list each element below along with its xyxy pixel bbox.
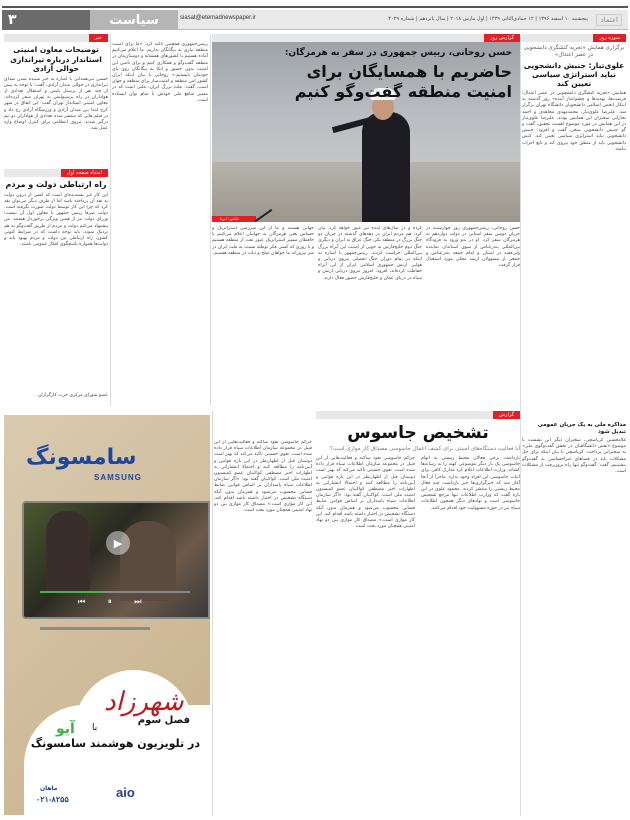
dateline: پنجشنبه ۱۰ اسفند ۱۳۹۶ | ۱۲ جمادی‌الثانی ۱۴۳۹ | اول مارس ۲۰۱۸ | سال پانزدهم | شماره ۴۰۲۹ [388,16,588,22]
lead-body-col2: کرده و در سال‌های آینده نیز عبور خواهد کرد. بیان کرد: هم مردم ایران در دهه‌های گذشته در جریان دو جنگ بزرگ در منطقه یکی جنگ عراق به ایران و دیگری جنگ دوم خلیج‌فارس به خوبی از امنیت این آبراه بزرگ بین‌المللی حراست کردند. رییس‌جمهور با اشاره به اینکه در تمام دوران جنگ تحمیلی نیروی دریایی و هوایی ارتش جمهوری اسلامی ایران از این آبراه حفاظت کرده‌اند، افزود: امروز نیروی دریایی ارتش و سپاه در دریای عمان و خلیج‌فارس حضور فعال دارند. [318,226,422,281]
kicker-label: سوژه روز [593,34,626,42]
page-header [2,10,628,30]
with-label: با [92,723,98,733]
progress-bar [40,591,190,593]
samsung-logo-fa: سامسونگ [26,445,137,470]
samsung-advertisement[interactable] [4,415,210,815]
column-divider [520,34,521,816]
lead-headline[interactable]: حاضریم با همسایگان برای امنیت منطقه گفت‌وگو کنیم [294,62,512,101]
section-title: سیاست [90,10,178,30]
report-headline[interactable]: تشخیص جاسوس [347,423,489,443]
kicker-label: گزارش روز [484,34,520,42]
tv-stand [40,627,150,630]
page-number: ۳ [2,10,90,30]
editorial-author: عضو شورای مرکزی حزب کارگزاران [38,392,108,398]
article-body-2: غلامحسین کرباسچی، سخنران دیگر این نشست با موضوع «نقش دانشگاهیان در تحقق گفت‌وگوی ملی» به سخنرانی پرداخت. کرباسچی با بیان اینکه برای حل مشکلات باید در فضاهای غیراحساسی به گفت‌وگو بنشینیم، گفت: گفت‌وگو تنها راه برون‌رفت از مشکلات است. [522,438,626,475]
editorial-headline[interactable]: راه ارتباطی دولت و مردم [5,179,107,189]
editorial-body: این کار غیر پسندیده‌ای است که کسی از درون دولت به نقد آن پرداخته باشد اما از طرف دیگر می‌توان نقد کرد که چرا این کار توسط دولت صورت نگرفته است. دولت صرفا رییس جمهور با معاون اول آن نیست؛ وزرای دولت نیز از همین ویژگی برخوردار هستند. من پیشنهاد می‌کنم دولت و مردم از طریق گفت‌وگو به هم نزدیک شوند. باید توجه داشت که در شرایط کنونی کشور، راه ارتباطی بین دولت و مردم بهبود یابد و دولت‌ها همواره پاسخگوی افکار عمومی باشند. [4,192,108,248]
report-body-col3-text: جرائم جاسوسی نفوذ ساکنه و فعالیت‌هایی از این قبیل در مجموعه سازمان اطلاعات سپاه قرار داده شده است. تقوی حسینی تاکید می‌کند که بهتر است دوستان قبل از اظهارنظر در این باره قوانین و آیین‌نامه را مطالعه کنند و احتمالا انتشاراتی به اظهارات اخیر مصطفی کواکبیان عضو کمیسیون امنیت ملی است. کواکبیان گفته بود: «اگر سازمان اطلاعات سپاه پاسداران بر اساس قوانین ضابط قضایی محسوب می‌شود و همزمان بدون آنکه دستگاه تشخیص در اختیار داشته باشد اقدام کند، این کار موازی است.» مصداق کار موازی بین دو نهاد امنیتی همچنان مورد بحث است. [214,440,312,514]
photo-person [362,112,410,222]
kicker-label-2: امتداد صفحه اول [61,169,108,177]
center-top [212,34,520,42]
media-controls-icon: ⏮ ⏸ ⏭ [78,597,152,606]
lead-body-col3: جهانی هستند و ما از این سرزمین استراتژیک و حساس یعنی هرمزگان به جهانیان اعلام می‌کنیم با حافظان مسیر استراتژیک عبور نفت از منطقه هستیم و با روزی که کسی فکر توطئه نسبت به ملت ایران در سر نپروراند ما خواهان صلح و ثبات در منطقه هستیم. [212,226,314,256]
kicker-bar [316,411,520,419]
play-icon: ▶ [106,531,130,555]
right-column [522,34,626,816]
article-subhead-2: مذاکره ملی به یک جریان عمومی تبدیل شود [537,422,626,435]
kicker-label: گزارش [493,411,520,419]
newspaper-logo: اعتماد [596,14,622,26]
samsung-logo-en: SAMSUNG [94,473,142,482]
article-headline[interactable]: علوی‌تبار: جنبش دانشجویی نباید استراتژی سیاسی تعیین کند [523,61,625,88]
lead-headline-sub: حسن روحانی، رییس جمهوری در سفر به هرمزگان: [284,48,512,58]
column-divider [110,34,111,406]
smart-tv-image [22,501,210,619]
report-section [316,411,520,816]
aio-logo-icon: aio [116,785,135,800]
kicker-label: خبر [89,34,108,42]
news-body: حسین نبی‌همدانی با اشاره به خبر شنیده شدن صدای تیراندازی در حوالی میدان آزادی، گفت: با توجه به بیش از چند نفر از پرسنل پلیس و استقلال تعدادی از هواداران در راه پرسپولیس به تهران سفر کرده‌اند. معاون امنیتی استاندار تهران گفت: این اتفاق در شهر کرج ابتدا بین میدان آزادی و ورزشگاه آزادی رخ داد و در فیلم هایی که منتشر شده تعدادی از هواداران دو تیم درگیر شدند. نیروی انتظامی برای کنترل اوضاع وارد عمل شد. [4,76,108,132]
kicker-bar [4,34,108,42]
left-column [4,34,108,406]
season-label: فصل سوم [137,715,190,726]
article-body: همایش «تجربه کنشگری دانشجویی در عصر اعتدال؛ فرصت‌ها، تهدیدها و چشم‌انداز آینده» روز گذشته به ابتکار انجمن اسلامی دانشجویان دانشگاه تهران برگزار شد. علیرضا علوی‌تبار، محمدمهدی مجاهدی و احمد بخارایی سخنران این همایش بودند. علیرضا علوی‌تبار در این همایش در مورد موضوع اهمیت تحقیق، گفت و گو جنبش دانشجویی سخن گفت و افزود: جنبش دانشجویی نباید استراتژی سیاسی تعیین کند. کنش دانشجویی باید از منطق خود پیروی کند و تابع احزاب نباشد. [522,91,626,152]
show-title: شهرزاد [104,687,184,717]
article-subhead: برگزاری همایش «تجربه کنشگری دانشجویی در عصر اعتدال» [523,45,625,58]
report-body-col2: جرائم جاسوسی نفوذ ساکنه و فعالیت‌هایی از این قبیل در مجموعه سازمان اطلاعات سپاه قرار داده شده است. تقوی حسینی تاکید می‌کند که بهتر است دوستان قبل از اظهارنظر در این باره قوانین و آیین‌نامه را مطالعه کنند و احتمالا انتشاراتی به اظهارات اخیر مصطفی کواکبیان عضو کمیسیون امنیت ملی است. کواکبیان گفته بود: «اگر سازمان اطلاعات سپاه پاسداران بر اساس قوانین ضابط قضایی محسوب می‌شود و همزمان بدون آنکه دستگاه تشخیص در اختیار داشته باشد اقدام کند، این کار موازی است.» مصداق کار موازی بین دو نهاد امنیتی همچنان مورد بحث است. [316,456,415,530]
column-divider [212,411,213,816]
service-name: آیو [56,721,75,737]
lead-body-col1: حسن روحانی، رییس‌جمهوری روز چهارشنبه در جریان دومین سفر استانی در دولت دوازدهم به هرمزگان سفر کرد. او در بدو ورود به فرودگاه بین‌المللی بندرعباس از سوی استاندار، نماینده ولی‌فقیه در استان و امام جمعه بندرعباس و جمعی از مسوولان ارشد محلی مورد استقبال قرار گرفت. [426,226,520,269]
vendor-phone: ۰۲۱-۸۲۵۵ [36,795,69,804]
report-columns [316,456,520,530]
lead-photo[interactable] [212,42,520,222]
tv-actress [120,521,176,601]
column-divider [210,34,211,406]
kicker-bar [212,34,520,42]
report-body-col3 [214,440,312,816]
photo-caption: عکس: ایرنا [212,216,256,222]
news-headline[interactable]: توضیحات معاون امنیتی استاندار درباره تیراندازی حوالی آزادی [10,45,102,73]
vendor-logo: ماهان [40,785,58,792]
report-body-col1: بازداشت برخی فعالان محیط زیستی به اتهام جاسوسی یک بار دیگر موضوعی کهنه را به رسانه‌ها کشاند. وزارت اطلاعات اعلام کرد مدارک کافی برای اثبات جاسوسی این افراد وجود ندارد. ماجرا از آنجا آغاز شد که خبرگزاری‌ها خبر بازداشت چند فعال محیط زیستی را منتشر کردند. محمود علوی در این باره گفت که وزارت اطلاعات تنها مرجع تشخیص جاسوسی است و نهادهای دیگر همچون اطلاعات سپاه نیز در حوزه مسوولیت خود اقدام می‌کنند. [421,456,520,511]
kicker-bar [522,34,626,42]
lead-body-col4: رییس‌جمهوری همچنین تاکید کرد: «ما برای امنیت منطقه نیازی به بیگانگان نداریم. ما اعلام می‌کنیم آماده هستیم با کشورهای همسایه و دوستان‌مان در منطقه گفت‌وگو و همکاری کنیم و برای تامین این امنیت بدون حضور و اتکا به بیگانگان روی پای خودمان بایستیم.» روحانی با بیان اینکه ایران کشور امن منطقه و امنیت‌ساز برای منطقه و جهان است، گفت: ملت بزرگ ایران، ملتی است که در مسیر منافع ملی خودش با تمام توان ایستاده است. [112,42,208,103]
top-rule [2,6,628,8]
report-subhead: آیا فعالیت دستگاه‌های امنیتی برای کشف اعمال جاسوسی مصداق کار موازی است؟ [330,446,520,452]
ad-tagline: در تلویزیون هوشمند سامسونگ [30,737,200,750]
tv-actor [46,511,90,591]
kicker-bar-2 [4,169,108,177]
section-email[interactable]: siasat@etemadnewspaper.ir [180,15,256,21]
